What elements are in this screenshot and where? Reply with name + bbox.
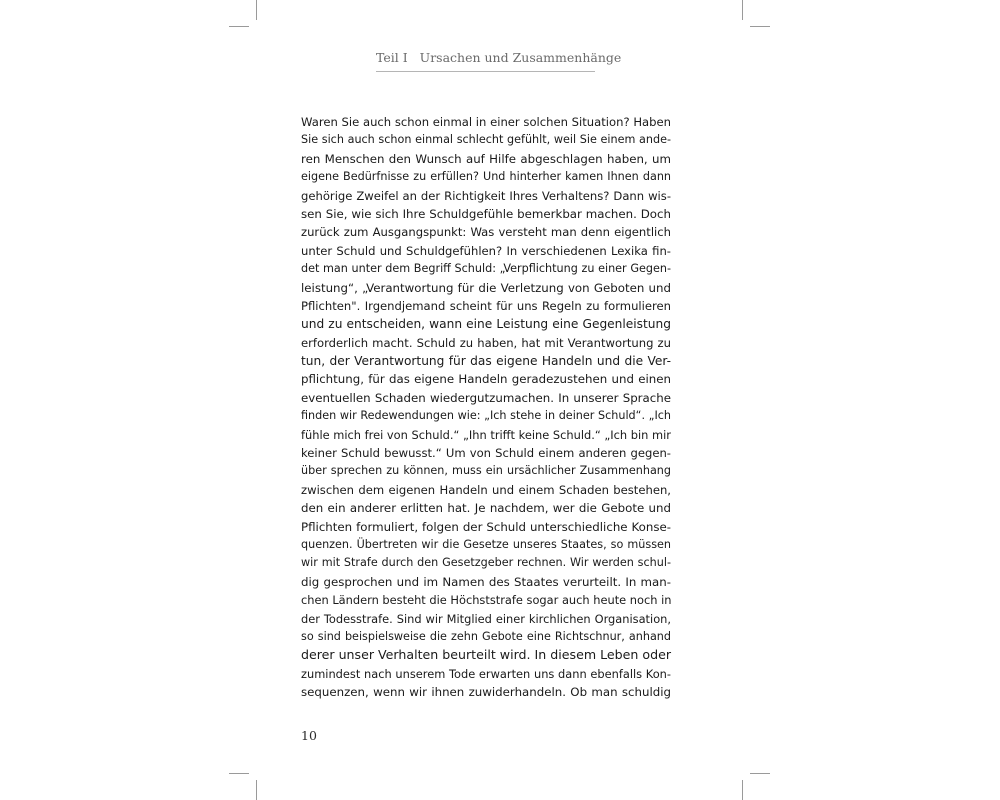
text-line: unter Schuld und Schuldgefühlen? In verschiedenen Lexika fin- <box>301 243 671 258</box>
text-line: sen Sie, wie sich Ihre Schuldgefühle bemerkbar machen. Doch <box>301 206 671 221</box>
text-line: derer unser Verhalten beurteilt wird. In diesem Leben oder <box>301 647 671 663</box>
text-line: Pflichten". Irgendjemand scheint für uns Regeln zu formulieren <box>301 298 671 313</box>
crop-mark-top-left-h <box>229 26 249 27</box>
text-line: Pflichten formuliert, folgen der Schuld unterschiedliche Konse- <box>301 519 671 534</box>
text-line: fühle mich frei von Schuld.“ „Ihn trifft keine Schuld.“ „Ich bin mir <box>301 427 671 442</box>
text-line: eigene Bedürfnisse zu erfüllen? Und hinterher kamen Ihnen dann <box>301 170 671 184</box>
text-line: finden wir Redewendungen wie: „Ich stehe in deiner Schuld“. „Ich <box>301 409 671 423</box>
crop-mark-bottom-right-h <box>750 773 770 774</box>
header-rule <box>376 71 595 72</box>
text-line: und zu entscheiden, wann eine Leistung eine Gegenleistung <box>301 317 671 332</box>
text-line: det man unter dem Begriff Schuld: „Verpflichtung zu einer Gegen- <box>301 262 671 276</box>
text-line: ren Menschen den Wunsch auf Hilfe abgeschlagen haben, um <box>301 151 671 166</box>
text-line: erforderlich macht. Schuld zu haben, hat mit Verantwortung zu <box>301 335 671 350</box>
text-line: den ein anderer erlitten hat. Je nachdem, wer die Gebote und <box>301 501 671 516</box>
text-line: über sprechen zu können, muss ein ursächlicher Zusammenhang <box>301 464 671 478</box>
text-line: leistung“, „Verantwortung für die Verletzung von Geboten und <box>301 280 671 295</box>
text-line: der Todesstrafe. Sind wir Mitglied einer kirchlichen Organisation, <box>301 611 671 626</box>
text-line: pflichtung, für das eigene Handeln geradezustehen und einen <box>301 372 671 387</box>
header-chapter-title: Ursachen und Zusammenhänge <box>419 50 622 65</box>
text-line: zwischen dem eigenen Handeln und einem Schaden bestehen, <box>301 482 671 497</box>
text-line: eventuellen Schaden wiedergutzumachen. In unserer Sprache <box>301 390 671 405</box>
text-line: so sind beispielsweise die zehn Gebote eine Richtschnur, anhand <box>301 629 671 643</box>
crop-mark-top-left-v <box>256 0 257 20</box>
text-line: Sie sich auch schon einmal schlecht gefühlt, weil Sie einem ande- <box>301 133 671 147</box>
crop-mark-top-right-h <box>750 26 770 27</box>
text-line: zumindest nach unserem Tode erwarten uns dann ebenfalls Kon- <box>301 666 671 681</box>
crop-mark-top-right-v <box>742 0 743 20</box>
text-line: zurück zum Ausgangspunkt: Was versteht man denn eigentlich <box>301 225 671 240</box>
crop-mark-bottom-right-v <box>742 780 743 800</box>
text-line: chen Ländern besteht die Höchststrafe sogar auch heute noch in <box>301 593 672 608</box>
text-line: gehörige Zweifel an der Richtigkeit Ihres Verhaltens? Dann wis- <box>301 188 671 203</box>
text-line: wir mit Strafe durch den Gesetzgeber rechnen. Wir werden schul- <box>301 556 671 570</box>
crop-mark-bottom-left-h <box>229 773 249 774</box>
text-line: dig gesprochen und im Namen des Staates verurteilt. In man- <box>301 574 671 589</box>
text-line: quenzen. Übertreten wir die Gesetze unseres Staates, so müssen <box>301 537 671 551</box>
page-number: 10 <box>301 728 317 743</box>
header-part-label: Teil I <box>376 50 408 65</box>
crop-mark-bottom-left-v <box>256 780 257 800</box>
body-paragraph <box>301 113 671 702</box>
running-header <box>376 50 622 68</box>
text-line: tun, der Verantwortung für das eigene Handeln und die Ver- <box>301 354 671 369</box>
text-line: sequenzen, wenn wir ihnen zuwiderhandeln. Ob man schuldig <box>301 685 671 700</box>
text-line: keiner Schuld bewusst.“ Um von Schuld einem anderen gegen- <box>301 446 671 461</box>
text-line: Waren Sie auch schon einmal in einer solchen Situation? Haben <box>301 115 671 129</box>
